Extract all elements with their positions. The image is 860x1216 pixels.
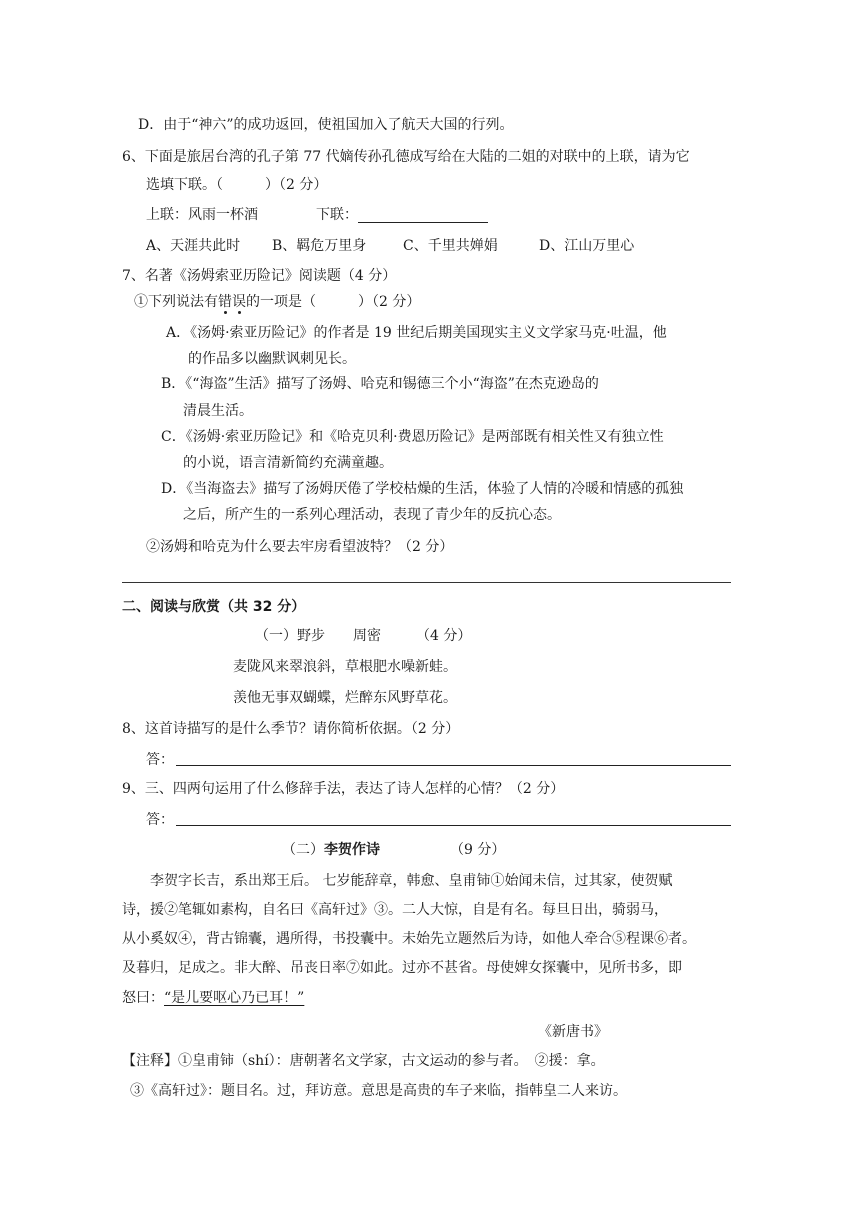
prose-source: 《新唐书》 (538, 1024, 608, 1040)
q6-upper-couplet: 上联：风雨一杯酒 (146, 207, 258, 223)
q7-sub1 (134, 292, 420, 312)
prose-line5 (122, 988, 304, 1008)
section-divider (122, 582, 731, 583)
prose-line2: 诗，援②笔辄如素构，自名曰《高轩过》③。二人大惊，自是有名。每旦日出，骑弱马， (122, 902, 668, 918)
prose-line3: 从小奚奴④，背古锦囊，遇所得，书投囊中。未始先立题然后为诗，如他人牵合⑤程课⑥者。 (122, 931, 696, 947)
q7-sub1-emph1: 错 (218, 294, 232, 310)
prose-title-name: 李贺作诗 (324, 842, 380, 858)
q7-sub1-after: 的一项是（ ）（2 分） (246, 294, 421, 310)
q6-option-b: B、羁危万里身 (272, 238, 367, 254)
q7-option-a-line2: 的作品多以幽默讽刺见长。 (188, 351, 356, 367)
q6-stem-line1: 6、下面是旅居台湾的孔子第 77 代嫡传孙孔德成写给在大陆的二姐的对联中的上联，请为它 (122, 149, 690, 165)
note-line1: 【注释】①皇甫铈（shí）：唐朝著名文学家，古文运动的参与者。 ②援：拿。 (122, 1053, 605, 1069)
note-line2: ③《高轩过》：题目名。过，拜访意。意思是高贵的车子来临，指韩皇二人来访。 (130, 1083, 627, 1099)
prose-underlined-quote: “是儿要呕心乃已耳！” (164, 990, 305, 1006)
q8-answer-label: 答： (146, 752, 174, 768)
q8-answer-line[interactable] (176, 765, 731, 766)
q7-title: 7、名著《汤姆索亚历险记》阅读题（4 分） (122, 268, 397, 284)
section2-heading: 二、阅读与欣赏（共 32 分） (122, 599, 306, 615)
poem-title: （一）野步 周密 （4 分） (255, 628, 472, 644)
q7-option-c-line1: C．《汤姆·索亚历险记》和《哈克贝利·费恩历险记》是两部既有相关性又有独立性 (161, 429, 664, 445)
q7-sub2: ②汤姆和哈克为什么要去牢房看望波特？（2 分） (146, 539, 454, 555)
q7-option-c-line2: 的小说，语言清新简约充满童趣。 (183, 455, 393, 471)
q5-option-d: D．由于“神六”的成功返回，使祖国加入了航天大国的行列。 (138, 117, 514, 133)
q7-option-d-line1: D．《当海盗去》描写了汤姆厌倦了学校枯燥的生活，体验了人情的冷暖和情感的孤独 (161, 481, 684, 497)
q7-option-d-line2: 之后，所产生的一系列心理活动，表现了青少年的反抗心态。 (183, 507, 561, 523)
poem-line2: 羡他无事双蝴蝶，烂醉东风野草花。 (233, 690, 457, 706)
prose-title-points: （9 分） (450, 842, 506, 858)
poem-line1: 麦陇风来翠浪斜，草根肥水噪新蛙。 (233, 659, 457, 675)
prose-line1: 李贺字长吉，系出郑王后。 七岁能辞章，韩愈、皇甫铈①始闻未信，过其家，使贺赋 (150, 873, 673, 889)
q7-option-b-line1: B．《“海盗”生活》描写了汤姆、哈克和锡德三个小“海盗”在杰克逊岛的 (161, 376, 599, 392)
prose-line5-lead: 怒曰： (122, 990, 164, 1006)
q6-lower-couplet-label: 下联： (316, 207, 358, 223)
q6-option-a: A、天涯共此时 (146, 238, 241, 254)
q9-answer-line[interactable] (176, 825, 731, 826)
q6-option-c: C、千里共婵娟 (403, 238, 498, 254)
q7-option-a-line1: A．《汤姆·索亚历险记》的作者是 19 世纪后期美国现实主义文学家马克·吐温，他 (166, 325, 667, 341)
q9-stem: 9、三、四两句运用了什么修辞手法，表达了诗人怎样的心情？（2 分） (122, 781, 565, 797)
q7-option-b-line2: 清晨生活。 (183, 403, 253, 419)
q7-sub1-before: ①下列说法有 (134, 294, 218, 310)
q8-stem: 8、这首诗描写的是什么季节？请你简析依据。（2 分） (122, 721, 460, 737)
prose-title (282, 840, 505, 860)
prose-title-prefix: （二） (282, 842, 324, 858)
q7-sub1-emph2: 误 (232, 294, 246, 310)
q6-stem-line2: 选填下联。（ ）（2 分） (146, 177, 328, 193)
q9-answer-label: 答： (146, 812, 174, 828)
q6-lower-couplet-blank[interactable] (358, 222, 488, 223)
prose-line4: 及暮归，足成之。非大醉、吊丧日率⑦如此。过亦不甚省。母使婢女探囊中，见所书多，即 (122, 960, 682, 976)
q6-option-d: D、江山万里心 (539, 238, 635, 254)
